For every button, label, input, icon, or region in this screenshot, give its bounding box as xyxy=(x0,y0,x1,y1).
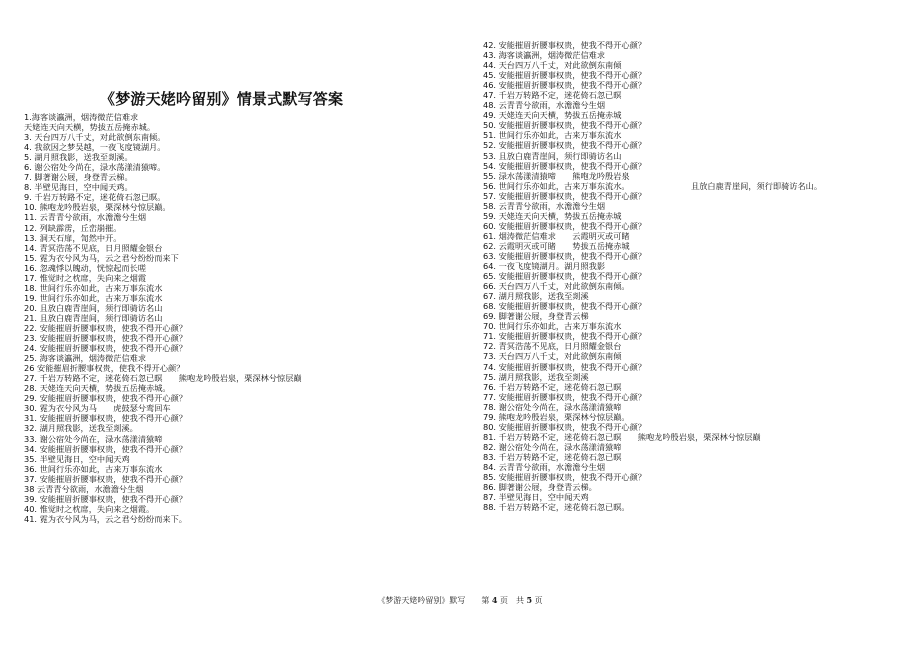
document-title: 《梦游天姥吟留别》情景式默写答案 xyxy=(100,90,344,108)
answer-line: 58. 云青青兮欲雨，水澹澹兮生烟 xyxy=(483,200,606,211)
answer-line: 50. 安能摧眉折腰事权贵，使我不得开心颜？ xyxy=(483,120,646,131)
answer-line: 22. 安能摧眉折腰事权贵，使我不得开心颜？ xyxy=(24,322,187,333)
answer-line: 70. 世间行乐亦如此，古来万事东流水 xyxy=(483,321,622,332)
answer-line: 31. 安能摧眉折腰事权贵，使我不得开心颜？ xyxy=(24,413,187,424)
answer-line: 75. 湖月照我影，送我至剡溪 xyxy=(483,371,589,382)
answer-line: 15. 霓为衣兮风为马，云之君兮纷纷而来下 xyxy=(24,252,179,263)
answer-line: 35. 半壁见海日，空中闻天鸡 xyxy=(24,453,130,464)
answer-line: 73. 天台四万八千丈，对此欲倒东南倾 xyxy=(483,351,622,362)
answer-line: 53. 且放白鹿青崖间，须行即骑访名山 xyxy=(483,150,622,161)
footer-page-number: 4 xyxy=(491,595,498,605)
answer-line: 88. 千岩万转路不定，迷花倚石忽已暝。 xyxy=(483,502,630,513)
answer-line: 18. 世间行乐亦如此，古来万事东流水 xyxy=(24,282,163,293)
answer-line: 44. 天台四万八千丈，对此欲倒东南倾 xyxy=(483,60,622,71)
answer-line: 77. 安能摧眉折腰事权贵，使我不得开心颜？ xyxy=(483,391,646,402)
answer-line: 29. 安能摧眉折腰事权贵，使我不得开心颜？ xyxy=(24,393,187,404)
answer-line: 87. 半壁见海日，空中闻天鸡 xyxy=(483,492,589,503)
answer-line: 40. 惟觉时之枕席，失向来之烟霞。 xyxy=(24,503,155,514)
answer-line: 39. 安能摧眉折腰事权贵，使我不得开心颜？ xyxy=(24,493,187,504)
answer-line: 9. 千岩万转路不定，迷花倚石忽已暝。 xyxy=(24,192,166,203)
answer-line: 30. 霓为衣兮风为马 虎鼓瑟兮鸾回车 xyxy=(24,403,171,414)
footer-suffix: 页 xyxy=(534,596,543,605)
answer-line: 26 安能摧眉折腰事权贵，使我不得开心颜？ xyxy=(24,363,185,374)
answer-line: 68. 安能摧眉折腰事权贵，使我不得开心颜？ xyxy=(483,301,646,312)
answer-line: 83. 千岩万转路不定，迷花倚石忽已暝 xyxy=(483,451,622,462)
answer-line: 67. 湖月照我影，送我至剡溪 xyxy=(483,291,589,302)
answer-line: 65. 安能摧眉折腰事权贵，使我不得开心颜？ xyxy=(483,271,646,282)
answer-line: 55. 渌水荡漾清猿啼 熊咆龙吟殷岩泉 xyxy=(483,170,630,181)
answer-line: 80. 安能摧眉折腰事权贵，使我不得开心颜？ xyxy=(483,421,646,432)
answer-line: 34. 安能摧眉折腰事权贵，使我不得开心颜？ xyxy=(24,443,187,454)
answer-line: 56. 世间行乐亦如此，古来万事东流水。 且放白鹿青崖间，须行即骑访名山。 xyxy=(483,180,823,191)
footer-mid: 页 共 xyxy=(500,596,524,605)
answer-line: 64. 一夜飞度镜湖月。湖月照我影 xyxy=(483,261,606,272)
answer-line: 20. 且放白鹿青崖间，须行即骑访名山 xyxy=(24,302,163,313)
answer-line: 74. 安能摧眉折腰事权贵，使我不得开心颜？ xyxy=(483,361,646,372)
footer-prefix: 《梦游天姥吟留别》默写 第 xyxy=(377,596,490,605)
answer-line: 8. 半壁见海日，空中闻天鸡。 xyxy=(24,182,133,193)
answer-line: 25. 海客谈瀛洲，烟涛微茫信难求 xyxy=(24,353,147,364)
answer-line: 14. 青冥浩荡不见底，日月照耀金银台 xyxy=(24,242,163,253)
answer-line: 81. 千岩万转路不定，迷花倚石忽已暝 熊咆龙吟殷岩泉，栗深林兮惊层巅 xyxy=(483,431,761,442)
answer-line: 21. 且放白鹿青崖间，须行即骑访名山 xyxy=(24,312,163,323)
answer-line: 47. 千岩万转路不定，迷花倚石忽已暝 xyxy=(483,90,622,101)
answer-line: 4. 我欲因之梦吴越，一夜飞度镜湖月。 xyxy=(24,142,166,153)
answer-line: 3. 天台四万八千丈，对此欲倒东南倾。 xyxy=(24,132,166,143)
answer-line: 7. 脚著谢公屐，身登青云梯。 xyxy=(24,172,133,183)
answer-line: 12. 列缺霹雳，丘峦崩摧。 xyxy=(24,222,122,233)
answer-line: 37. 安能摧眉折腰事权贵，使我不得开心颜？ xyxy=(24,473,187,484)
answer-line: 33. 谢公宿处今尚在，渌水荡漾清猿啼 xyxy=(24,433,163,444)
answer-line: 48. 云青青兮欲雨，水澹澹兮生烟 xyxy=(483,100,606,111)
answer-line: 23. 安能摧眉折腰事权贵，使我不得开心颜？ xyxy=(24,333,187,344)
answer-line: 19. 世间行乐亦如此，古来万事东流水 xyxy=(24,292,163,303)
answer-line: 17. 惟觉时之枕席，失向来之烟霞 xyxy=(24,272,147,283)
answer-line: 85. 安能摧眉折腰事权贵，使我不得开心颜？ xyxy=(483,472,646,483)
answer-line: 5. 湖月照我影，送我至剡溪。 xyxy=(24,152,133,163)
answer-line: 1.海客谈瀛洲，烟涛微茫信难求 xyxy=(24,112,139,122)
answer-line: 11. 云青青兮欲雨，水澹澹兮生烟 xyxy=(24,212,147,223)
answer-line: 天姥连天向天横，势拔五岳掩赤城。 xyxy=(24,122,156,133)
answer-line: 43. 海客谈瀛洲，烟涛微茫信难求 xyxy=(483,50,606,61)
answer-line: 16. 忽魂悸以魄动，恍惊起而长嗟 xyxy=(24,262,147,273)
answer-line: 42. 安能摧眉折腰事权贵，使我不得开心颜？ xyxy=(483,40,646,50)
answer-line: 86. 脚著谢公屐，身登青云梯。 xyxy=(483,482,597,493)
answer-line: 69. 脚著谢公屐，身登青云梯 xyxy=(483,311,589,322)
answer-line: 27. 千岩万转路不定，迷花倚石忽已暝 熊咆龙吟殷岩泉，栗深林兮惊层巅 xyxy=(24,373,302,384)
answer-line: 66. 天台四万八千丈，对此欲倒东南倾。 xyxy=(483,281,630,292)
answer-line: 46. 安能摧眉折腰事权贵，使我不得开心颜？ xyxy=(483,80,646,91)
answer-line: 84. 云青青兮欲雨，水澹澹兮生烟 xyxy=(483,461,606,472)
answer-line: 60. 安能摧眉折腰事权贵，使我不得开心颜？ xyxy=(483,220,646,231)
answer-line: 78. 谢公宿处今尚在，渌水荡漾清猿啼 xyxy=(483,401,622,412)
answer-line: 41. 霓为衣兮风为马，云之君兮纷纷而来下。 xyxy=(24,513,187,524)
left-answer-column xyxy=(24,112,464,524)
answer-line: 49. 天姥连天向天横，势拔五岳掩赤城 xyxy=(483,110,622,121)
answer-line: 57. 安能摧眉折腰事权贵，使我不得开心颜？ xyxy=(483,190,646,201)
answer-line: 79. 熊咆龙吟殷岩泉，栗深林兮惊层巅。 xyxy=(483,411,630,422)
answer-line: 52. 安能摧眉折腰事权贵，使我不得开心颜？ xyxy=(483,140,646,151)
answer-line: 51. 世间行乐亦如此，古来万事东流水 xyxy=(483,130,622,141)
answer-line: 71. 安能摧眉折腰事权贵，使我不得开心颜？ xyxy=(483,331,646,342)
answer-line: 28. 天姥连天向天横，势拔五岳掩赤城。 xyxy=(24,383,171,394)
answer-line: 36. 世间行乐亦如此，古来万事东流水 xyxy=(24,463,163,474)
answer-line: 82. 谢公宿处今尚在，渌水荡漾清猿啼 xyxy=(483,441,622,452)
right-answer-column xyxy=(483,40,903,512)
answer-line: 24. 安能摧眉折腰事权贵，使我不得开心颜？ xyxy=(24,343,187,354)
answer-line: 32. 湖月照我影，送我至剡溪。 xyxy=(24,423,138,434)
answer-line: 59. 天姥连天向天横，势拔五岳掩赤城 xyxy=(483,210,622,221)
answer-line: 76. 千岩万转路不定，迷花倚石忽已暝 xyxy=(483,381,622,392)
answer-line: 61. 烟涛微茫信难求 云霞明灭或可睹 xyxy=(483,230,630,241)
footer-total-pages: 5 xyxy=(526,595,533,605)
answer-line: 10. 熊咆龙吟殷岩泉，栗深林兮惊层巅。 xyxy=(24,202,171,213)
answer-line: 45. 安能摧眉折腰事权贵，使我不得开心颜？ xyxy=(483,70,646,81)
answer-line: 62. 云霞明灭或可睹 势拔五岳掩赤城 xyxy=(483,240,630,251)
answer-line: 13. 洞天石扉，訇然中开。 xyxy=(24,232,122,243)
answer-line: 6. 谢公宿处今尚在，渌水荡漾清猿啼。 xyxy=(24,162,166,173)
page-footer xyxy=(0,595,920,606)
answer-line: 72. 青冥浩荡不见底，日月照耀金银台 xyxy=(483,341,622,352)
answer-line: 38 云青青兮欲雨，水澹澹兮生烟 xyxy=(24,483,144,494)
answer-line: 54. 安能摧眉折腰事权贵，使我不得开心颜？ xyxy=(483,160,646,171)
answer-line: 63. 安能摧眉折腰事权贵，使我不得开心颜？ xyxy=(483,250,646,261)
